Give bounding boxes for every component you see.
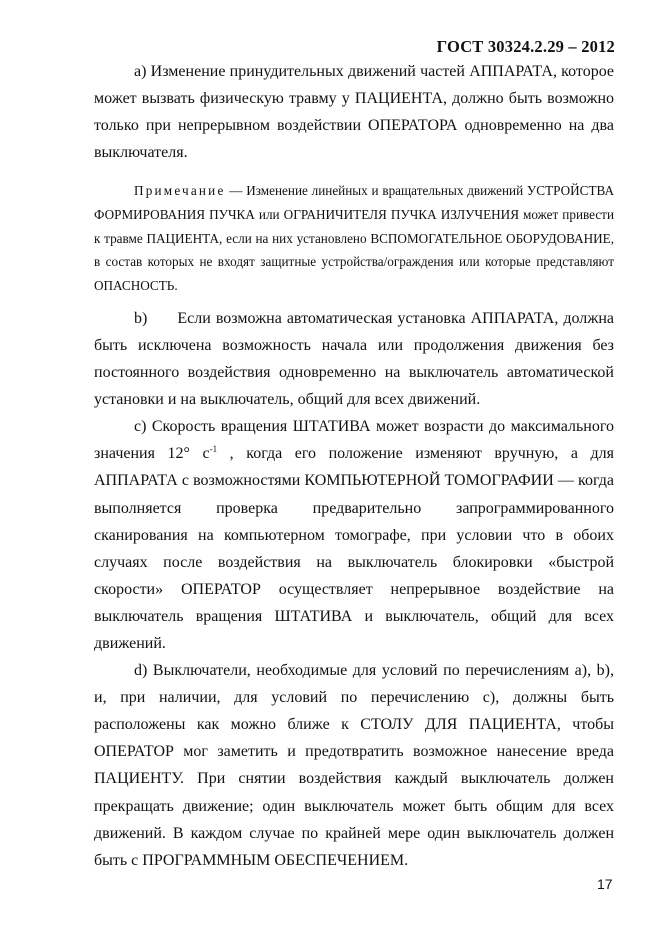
note-paragraph [94, 179, 614, 298]
paragraph-c-part2: , когда его положение изменяют вручную, а для АППАРАТА с возможностями КОМПЬЮТЕРНОЙ ТОМОГРАФИИ — когда выполняется проверка предварительно запрограммированного сканирования на компьютерном томографе, при условии что в обоих случаях после воздействия на выключатель блокировки «быстрой скорости» ОПЕРАТОР осуществляет непрерывное воздействие на выключатель вращения ШТАТИВА и выключатель, общий для всех движений. [94, 445, 614, 653]
paragraph-c-superscript: -1 [209, 444, 218, 455]
note-text: — Изменение линейных и вращательных движений УСТРОЙСТВА ФОРМИРОВАНИЯ ПУЧКА или ОГРАНИЧИТЕЛЯ ПУЧКА ИЗЛУЧЕНИЯ может привести к травме ПАЦИЕНТА, если на них установлено ВСПОМОГАТЕЛЬНОЕ ОБОРУДОВАНИЕ, в состав которых не входят защитные устройства/ограждения или которые представляют ОПАСНОСТЬ. [94, 183, 614, 294]
paragraph-a: а) Изменение принудительных движений частей АППАРАТА, которое может вызвать физическую травму у ПАЦИЕНТА, должно быть возможно только при непрерывном воздействии ОПЕРАТОРА одновременно на два выключателя. [94, 63, 614, 162]
page-number: 17 [597, 876, 613, 892]
document-body [94, 58, 614, 874]
paragraph-d: d) Выключатели, необходимые для условий по перечислениям а), b), и, при наличии, для условий по перечислению с), должны быть расположены как можно ближе к СТОЛУ ДЛЯ ПАЦИЕНТА, чтобы ОПЕРАТОР мог заметить и предотвратить возможное нанесение вреда ПАЦИЕНТУ. При снятии воздействия каждый выключатель должен прекращать движение; один выключатель может быть общим для всех движений. В каждом случае по крайней мере один выключатель должен быть с ПРОГРАММНЫМ ОБЕСПЕЧЕНИЕМ. [94, 662, 614, 869]
paragraph-c [94, 413, 614, 657]
standard-number-header: ГОСТ 30324.2.29 – 2012 [436, 37, 615, 56]
paragraph-b: b) Если возможна автоматическая установка АППАРАТА, должна быть исключена возможность начала или продолжения движения без постоянного воздействия одновременно на выключатель автоматической установки и на выключатель, общий для всех движений. [94, 309, 614, 409]
note-label: Примечание [134, 183, 226, 199]
paragraph-c-part1: с) Скорость вращения ШТАТИВА может возрасти до максимального значения 12° с [94, 418, 614, 463]
